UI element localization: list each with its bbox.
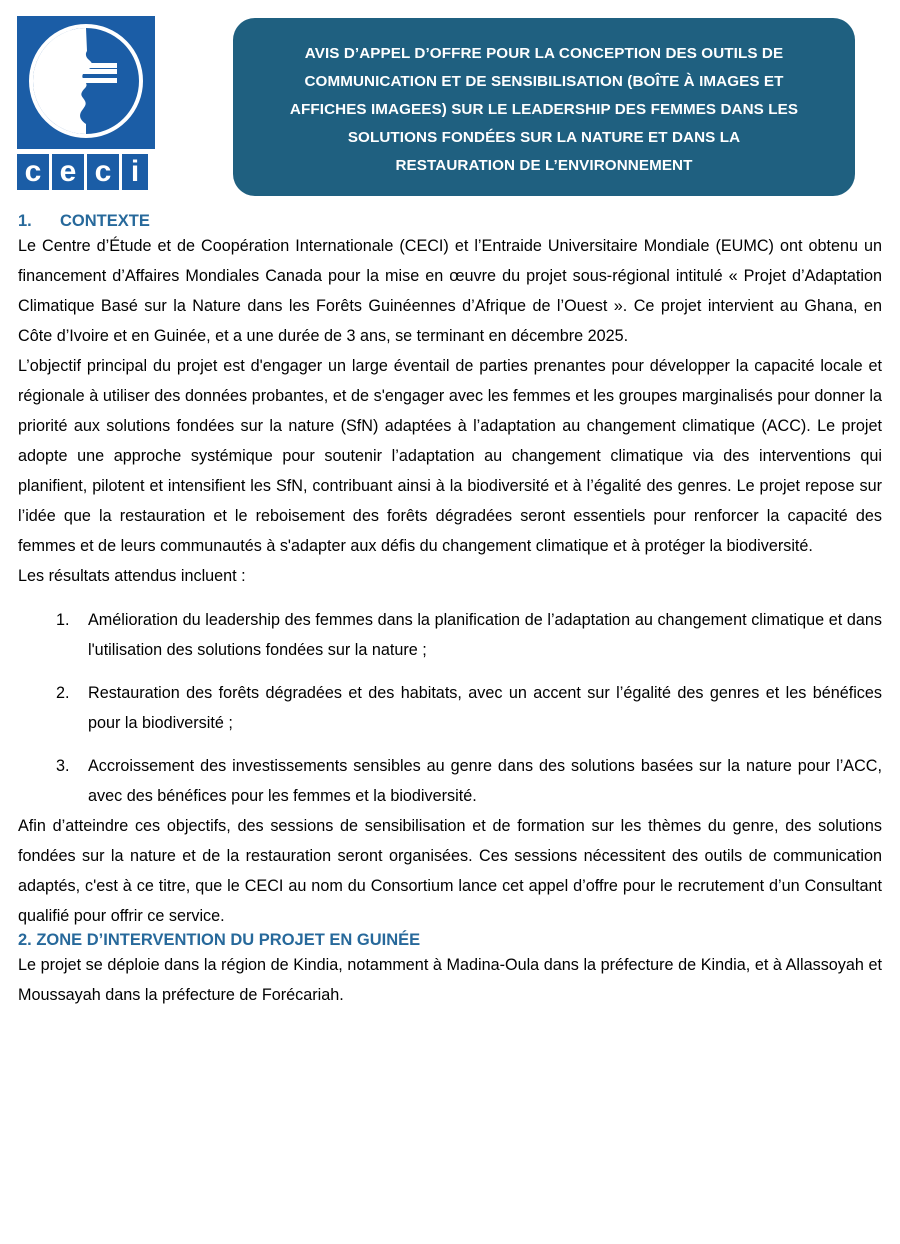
- list-item-text: Restauration des forêts dégradées et des habitats, avec un accent sur l’égalité des genres et les bénéfices pour la biodiversité ;: [88, 684, 882, 732]
- section-title-contexte: CONTEXTE: [60, 212, 150, 230]
- title-line-5: RESTAURATION DE L’ENVIRONNEMENT: [395, 157, 693, 174]
- contexte-results-intro: Les résultats attendus incluent :: [18, 567, 246, 585]
- section-heading-zone-intervention: 2. ZONE D’INTERVENTION DU PROJET EN GUINÉE: [18, 931, 421, 949]
- section-heading-contexte: [18, 212, 882, 231]
- logo-letter-4: i: [122, 154, 148, 190]
- contexte-paragraph-1: Le Centre d’Étude et de Coopération Internationale (CECI) et l’Entraide Universitaire Mondiale (EUMC) ont obtenu un financement d’Affaires Mondiales Canada pour la mise en œuvre du projet sous-régional intitulé « Projet d’Adaptation Climatique Basé sur la Nature dans les Forêts Guinéennes d’Afrique de l’Ouest ». Ce projet intervient au Ghana, en Côte d’Ivoire et en Guinée, et a une durée de 3 ans, se terminant en décembre 2025.: [18, 237, 882, 345]
- list-item-text: Amélioration du leadership des femmes dans la planification de l’adaptation au changement climatique et dans l'utilisation des solutions fondées sur la nature ;: [88, 611, 882, 659]
- logo-letter-2: e: [52, 154, 84, 190]
- section-number-contexte: 1.: [18, 212, 32, 230]
- ceci-logo: [17, 16, 173, 190]
- list-item-number: 1.: [56, 611, 70, 629]
- list-item: [18, 678, 882, 738]
- expected-results-list: [18, 605, 882, 811]
- title-line-2: COMMUNICATION ET DE SENSIBILISATION (BOÎTE À IMAGES ET: [304, 73, 784, 90]
- zone-intervention-paragraph: Le projet se déploie dans la région de Kindia, notamment à Madina-Oula dans la préfecture de Kindia, et à Allassoyah et Moussayah dans la préfecture de Forécariah.: [18, 956, 882, 1004]
- title-line-4: SOLUTIONS FONDÉES SUR LA NATURE ET DANS LA: [347, 129, 741, 146]
- list-item: [18, 751, 882, 811]
- logo-mark-square: [17, 16, 155, 149]
- list-item-text: Accroissement des investissements sensibles au genre dans des solutions basées sur la nature pour l’ACC, avec des bénéfices pour les femmes et la biodiversité.: [88, 757, 882, 805]
- list-item-number: 2.: [56, 684, 70, 702]
- document-header: [0, 0, 900, 212]
- title-banner: [233, 18, 855, 196]
- logo-letter-1: c: [17, 154, 49, 190]
- document-body: [0, 212, 900, 1010]
- logo-wordmark: [17, 154, 173, 190]
- list-item: [18, 605, 882, 665]
- logo-face-profile-icon: [33, 28, 139, 134]
- contexte-paragraph-2: L’objectif principal du projet est d'engager un large éventail de parties prenantes pour développer la capacité locale et régionale à utiliser des données probantes, et de s'engager avec les femmes et les groupes marginalisés pour donner la priorité aux solutions fondées sur la nature (SfN) adaptées à l’adaptation au changement climatique (ACC). Le projet adopte une approche systémique pour soutenir l’adaptation au changement climatique via des interventions qui planifient, pilotent et intensifient les SfN, contribuant ainsi à la biodiversité et à l’égalité des genres. Le projet repose sur l’idée que la restauration et le reboisement des forêts dégradées seront essentiels pour renforcer la capacité des femmes et de leurs communautés à s'adapter aux défis du changement climatique et à protéger la biodiversité.: [18, 357, 882, 555]
- list-item-number: 3.: [56, 757, 70, 775]
- title-line-3: AFFICHES IMAGEES) SUR LE LEADERSHIP DES FEMMES DANS LES: [289, 101, 799, 118]
- contexte-closing-paragraph: Afin d’atteindre ces objectifs, des sessions de sensibilisation et de formation sur les thèmes du genre, des solutions fondées sur la nature et de la restauration seront organisées. Ces sessions nécessitent des outils de communication adaptés, c'est à ce titre, que le CECI au nom du Consortium lance cet appel d’offre pour le recrutement d’un Consultant qualifié pour offrir ce service.: [18, 817, 882, 925]
- logo-letter-3: c: [87, 154, 119, 190]
- title-line-1: AVIS D’APPEL D’OFFRE POUR LA CONCEPTION DES OUTILS DE: [304, 45, 784, 62]
